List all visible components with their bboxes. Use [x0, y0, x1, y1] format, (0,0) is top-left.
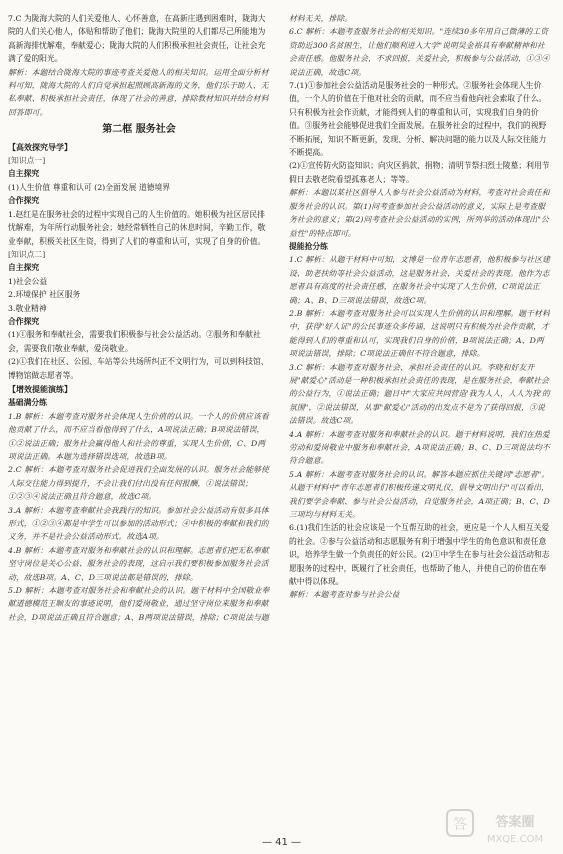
coop-explore-1: 合作探究 [8, 196, 40, 206]
lift-answer-3: 3.C 解析：本题考查对服务社会、承担社会责任的认识。李晓和好友开展"献爱心"活动是一种积极承担社会责任的表现，是在服务社会，奉献社会的公益行为，①说法正确；题目中"大家应共同营造'我为人人，人人为我'的氛围"，②说法错误，从事"献爱心"活动的出发点不是为了获得回报，③说法错误。故选C项。 [289, 362, 550, 426]
answer-7: 7.C 为陇海大院的人们关爱他人、心怀善意，在高新庄遇到困难时，陇海大院的人们关心他人，体贴和帮助了他们；陇海大院里的人们都尽己所能地为高新海排忧解难，奉献爱心；陇海大院的人们积极承担社会责任，让社会充满了爱的阳光。 [8, 14, 266, 64]
basic-answer-6: 6.C 解析：本题考查服务社会的相关知识。"连续30多年用自己微薄的工资资助近300名贫困生，让他们顺利进入大学"说明吴金裕具有奉献精神和社会责任感。他服务社会，不求回报，关爱社会，积极参与公益活动，①③④说法正确，故选C项。 [289, 27, 550, 77]
lift-answer-4: 4.A 解析：本题考查对服务和奉献社会的认识。题干材料说明，我们在热爱劳动和爱岗敬业中服务和奉献社会，A项说法正确；B、C、D三项说法均不符合题意。 [289, 429, 550, 466]
self-explore-2-answer-3: 3.敬业精神 [8, 303, 47, 313]
basic-answer-7-explanation: 解析：本题以某社区倡导人人参与社会公益活动为材料，考查对社会责任和服务社会的认识。第(1)问考查参加社会公益活动的意义，实际上是考查服务社会的意义；第(2)问考查社会公益活动的实例，所列举的活动体现出"公益性"的特点即可。 [289, 188, 550, 238]
self-explore-1: 自主探究 [8, 169, 40, 179]
coop-explore-2-answer-1: (1)①服务和奉献社会，需要我们积极参与社会公益活动。②服务和奉献社会，需要我们敬业奉献，爱岗敬业。 [8, 330, 261, 353]
section-title: 第二框 服务社会 [102, 124, 176, 136]
lift-answer-6: 6.(1)我们生活的社会应该是一个互帮互助的社会，更应是一个人人相互关爱的社会。②参与公益活动和志愿服务有利于增强中学生的角色意识和责任意识，培养学生做一个负责任的好公民。(2)①中学生在参与社会公益活动和志愿服务的过程中，既履行了社会责任，也帮助了他人，并使自己的价值在奉献中得以体现。 [289, 523, 550, 587]
basic-answer-3: 3.A 解析：本题考查奉献社会我践行的知识。参加社会公益活动有很多具体形式，①②③④都是中学生可以参加的活动形式；④中积极的奉献和我们的义务，并不是社会公益活动形式。故选A项。 [8, 505, 269, 542]
lift-answer-5: 5.A 解析：本题考查对服务社会的认识。解答本题应抓住关键词"志愿者"。从题干材料中"青年志愿者们积极传递文明礼仪，倡导文明出行"可以看出，我们要学会奉献、参与社会公益活动，自觉服务社会，A项正确；B、C、D三项均与材料无关。 [289, 469, 550, 520]
lift-practice-heading: 提能抢分练 [289, 241, 328, 251]
self-explore-2-answer-2: 2.环境保护 社区服务 [8, 290, 81, 300]
heading-practice: 【 增效提能演练 】 [8, 383, 270, 396]
knowledge-point-1: [知识点一] [8, 156, 46, 166]
coop-explore-2-answer-2: (2)①我们在社区、公园、车站等公共场所纠正不文明行为，可以到科技馆、博物馆做志愿者等。 [8, 357, 269, 380]
svg-text:答案圈: 答案圈 [495, 815, 535, 830]
watermark-logo [445, 806, 555, 848]
coop-explore-1-answer: 1.赵红是在服务社会的过程中实现自己的人生价值的。她积极为社区居民排忧解难，为年所行动服务社会；她经常牺牲自己的休息时间，辛勤工作，敬业奉献，积极关社区生资，得到了人们的尊重和认可，实现了自身的价值。 [8, 209, 266, 246]
svg-text:答: 答 [453, 817, 467, 833]
self-explore-2: 自主探究 [8, 263, 40, 273]
heading-explore: 【 高效探究导学 】 [8, 141, 270, 154]
basic-practice-heading: 基础满分练 [8, 398, 47, 408]
lift-answer-1: 1.C 解析：从题干材料中可知，文博是一位青年志愿者，他积极参与社区建设、助老扶幼等社会公益活动，这是服务社会、关爱社会的表现。他作为志愿者具有高度的社会责任感，在服务社会中实现了人生价值，C项说法正确；A、B、D三项说法错误，故选C项。 [289, 255, 551, 305]
svg-text:MXQE.COM: MXQE.COM [486, 834, 544, 845]
self-explore-2-answer-1: 1)社会公益 [8, 276, 48, 286]
answer-7-explanation: 解析：本题结合陇海大院的事迹考查关爱他人的相关知识。运用全面分析材料可知，陇海大院的人们自觉承担起照顾高新海的义务，他们乐于助人、无私奉献、积极承担社会责任，体现了社会的善意，排除教材知识并结合材料回答即可。 [8, 67, 269, 117]
right-column [289, 12, 551, 602]
basic-answer-4: 4.B 解析：本题考查对服务和奉献社会的认识和理解。志愿者们把无私奉献坚守岗位是关心公益、服务社会的表现，这启示我们要积极参加服务社会活动，故选B项。A、C、D三项说法都是错误的，排除。 [8, 545, 269, 582]
basic-answer-2: 2.C 解析：本题考查对服务社会促进我们全面发展的认识。服务社会能够使人际交往能力得到提升，不会让我们付出没有任何报酬，①说法错误；①②③④说法正确且符合题意，故选C项。 [8, 465, 270, 502]
basic-answer-5-cont: 材料无关，排除。 [289, 14, 353, 23]
basic-answer-7-part2: (2)①宣传防火防盗知识；向灾区捐款、捐物；清明节祭扫烈士陵墓；利用节假日去敬老院看望孤寡老人；等等。 [289, 161, 550, 184]
lift-answer-6-explanation: 解析：本题考查对参与社会公益 [289, 590, 400, 600]
basic-answer-7: 7.(1)①参加社会公益活动是服务社会的一种形式。②服务社会体现人生价值，一个人的价值在于他对社会的贡献，而不应当看他向社会索取了什么。只有积极为社会作贡献，才能得到人们的尊重和认可，实现我们自身的价值。③服务社会能够促进我们全面发展。在服务社会的过程中，我们的视野不断拓展，知识不断更新，发现、分析、解决问题的能力以及人际交往能力不断提高。 [289, 81, 547, 158]
left-column [8, 12, 270, 624]
lift-answer-2: 2.B 解析：本题考查对服务社会可以实现人生价值的认识和理解。题干材料中，获得"好人证"的公民事迹众多传诵，这说明只有积极为社会作贡献，才能得到人们的尊重和认可，实现我们自身的价值，B项说法正确；A、D两项说法错误，排除；C项说法正确但不符合题意，排除。 [289, 308, 550, 359]
basic-answer-5: 5.D 解析：本题考查对服务社会和奉献社会的认识。题干材料中全国敬业奉献道德模范王顺友的事迹说明，他们爱岗敬业，通过坚守岗位来服务和奉献社会，D项说法正确且符合题意；A、B两项说法错误，排除；C项说法与题 [8, 586, 270, 622]
knowledge-point-2: [知识点二] [8, 249, 46, 259]
self-explore-1-answer: (1)人生价值 尊重和认可 (2)全面发展 道德境界 [8, 182, 171, 192]
coop-explore-2: 合作探究 [8, 316, 40, 326]
basic-answer-1: 1.B 解析：本题考查对服务社会体现人生价值的认识。一个人的价值应该看他贡献了什么，而不应当看他得到了什么，A项说法正确；B项说法错误，①②说法正确；服务社会赢得他人和社会的尊重，实现人生价值，C、D两项说法正确。本题为选择错误选项，故选B项。 [8, 411, 269, 461]
page-number: — 41 — [261, 837, 302, 848]
